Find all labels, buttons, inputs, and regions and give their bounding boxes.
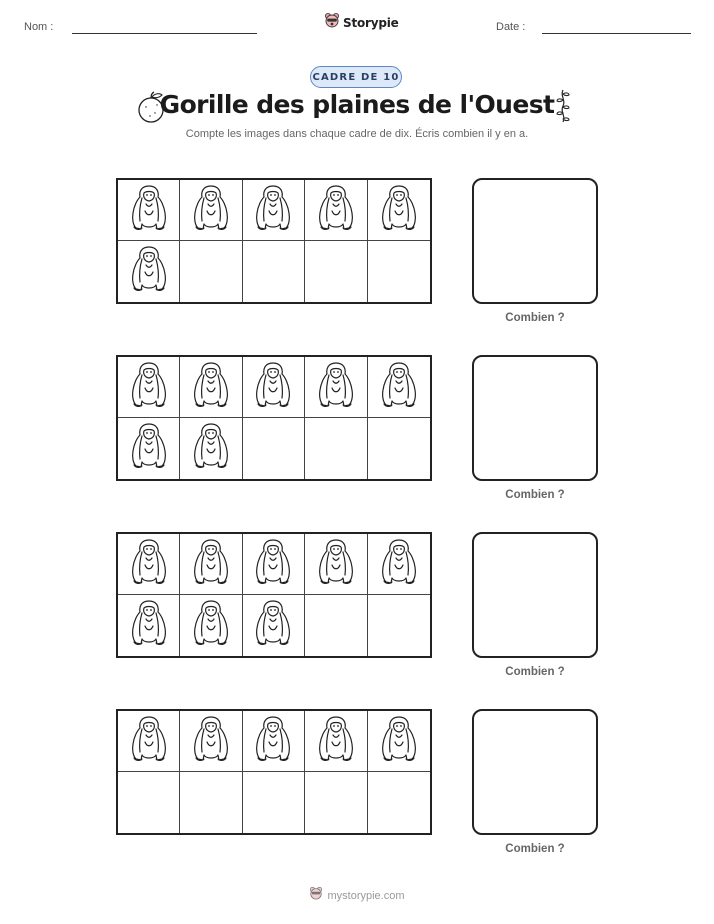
answer-label-1: Combien ? [505,312,565,324]
frame-cell [118,241,180,302]
gorilla-icon [252,714,294,769]
frame-cell [180,772,242,833]
gorilla-icon [190,360,232,415]
name-line[interactable] [72,33,257,34]
gorilla-icon [252,598,294,653]
gorilla-icon [378,714,420,769]
gorilla-icon [128,244,170,299]
storypie-logo-icon [309,886,323,905]
gorilla-icon [128,360,170,415]
frame-cell [305,711,367,772]
answer-box-3[interactable] [472,532,598,658]
gorilla-icon [190,421,232,476]
gorilla-icon [315,183,357,238]
frame-cell [305,534,367,595]
gorilla-icon [190,714,232,769]
ten-frame-4 [116,709,432,835]
worksheet-type-badge: CADRE DE 10 [310,66,402,88]
frame-cell [243,595,305,656]
frame-cell [118,772,180,833]
frame-cell [180,241,242,302]
frame-cell [243,772,305,833]
footer-site: mystorypie.com [327,889,405,902]
frame-cell [305,418,367,479]
frame-cell [243,357,305,418]
ten-frame-2 [116,355,432,481]
ten-frame-1 [116,178,432,304]
gorilla-icon [315,537,357,592]
frame-cell [368,418,430,479]
name-label: Nom : [24,21,54,33]
gorilla-icon [315,714,357,769]
frame-cell [305,772,367,833]
frame-cell [118,711,180,772]
frame-cell [368,241,430,302]
date-line[interactable] [542,33,691,34]
instructions: Compte les images dans chaque cadre de dix. Écris combien il y en a. [185,128,529,140]
page-title: Gorille des plaines de l'Ouest [159,90,555,119]
frame-cell [368,357,430,418]
frame-cell [180,711,242,772]
gorilla-icon [190,537,232,592]
frame-cell [118,534,180,595]
answer-box-1[interactable] [472,178,598,304]
frame-cell [180,595,242,656]
gorilla-icon [252,360,294,415]
answer-label-4: Combien ? [505,843,565,855]
answer-box-4[interactable] [472,709,598,835]
frame-cell [305,241,367,302]
gorilla-icon [190,183,232,238]
frame-cell [368,180,430,241]
gorilla-icon [128,598,170,653]
gorilla-icon [315,360,357,415]
frame-cell [305,595,367,656]
answer-label-3: Combien ? [505,666,565,678]
gorilla-icon [128,714,170,769]
gorilla-icon [252,183,294,238]
gorilla-icon [190,598,232,653]
frame-cell [305,180,367,241]
gorilla-icon [252,537,294,592]
footer [0,886,714,905]
frame-cell [243,711,305,772]
frame-cell [180,180,242,241]
ten-frame-3 [116,532,432,658]
gorilla-icon [378,183,420,238]
frame-cell [180,418,242,479]
frame-cell [243,241,305,302]
frame-cell [118,357,180,418]
brand [324,12,399,33]
date-label: Date : [496,21,526,33]
gorilla-icon [378,537,420,592]
gorilla-icon [128,537,170,592]
frame-cell [368,772,430,833]
frame-cell [243,418,305,479]
frame-cell [368,534,430,595]
brand-name: Storypie [343,15,399,30]
vine-icon [554,88,572,129]
gorilla-icon [378,360,420,415]
storypie-logo-icon [324,12,340,33]
frame-cell [243,180,305,241]
frame-cell [118,180,180,241]
answer-label-2: Combien ? [505,489,565,501]
frame-cell [368,711,430,772]
frame-cell [368,595,430,656]
frame-cell [180,534,242,595]
answer-box-2[interactable] [472,355,598,481]
gorilla-icon [128,183,170,238]
frame-cell [180,357,242,418]
frame-cell [118,595,180,656]
gorilla-icon [128,421,170,476]
frame-cell [305,357,367,418]
frame-cell [118,418,180,479]
frame-cell [243,534,305,595]
